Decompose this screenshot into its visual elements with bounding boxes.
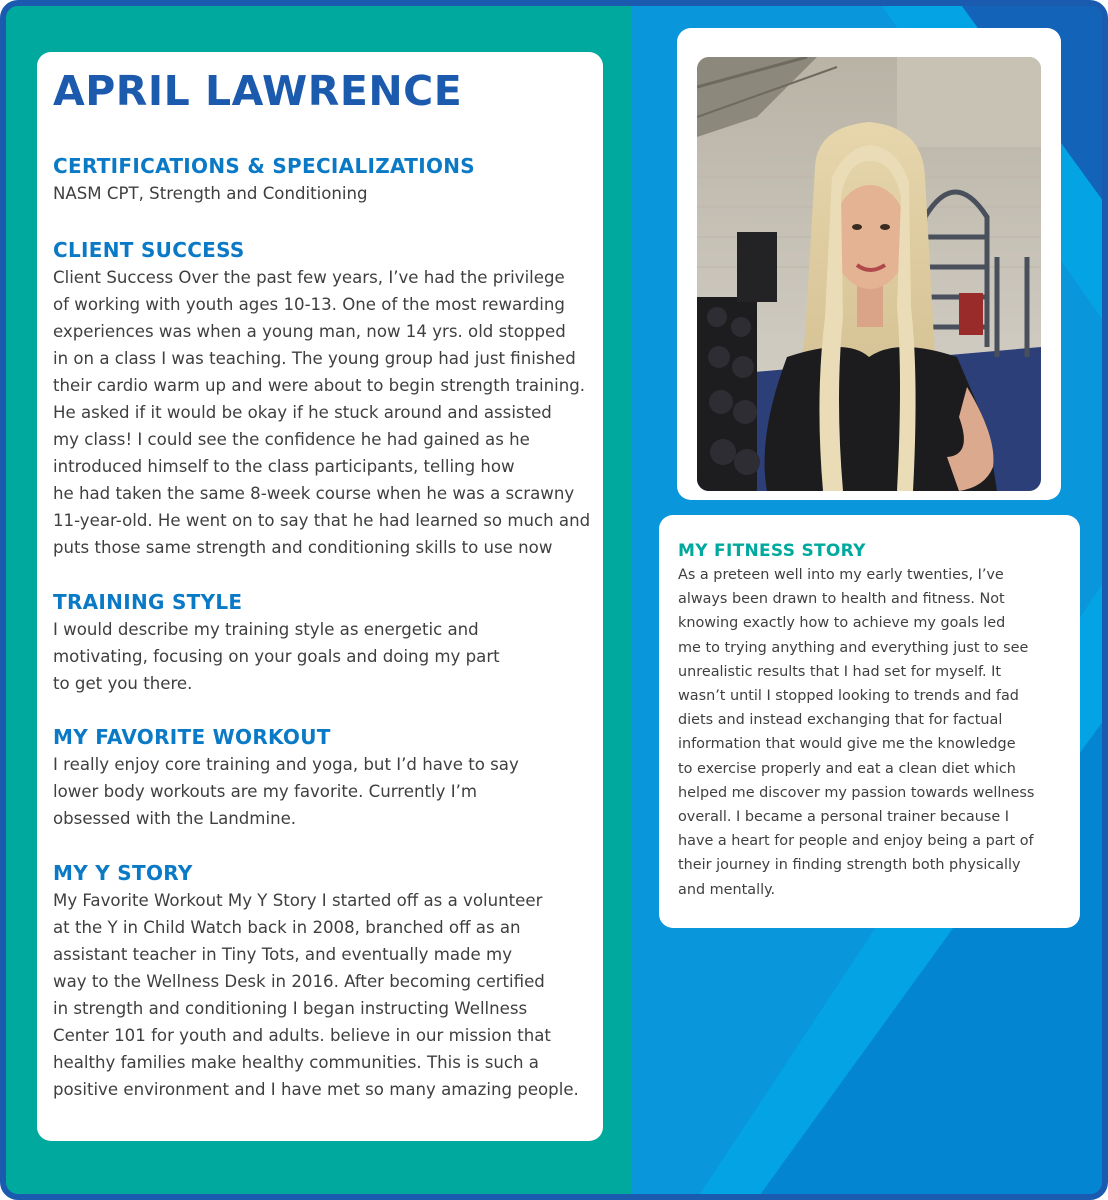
certifications-text: NASM CPT, Strength and Conditioning (53, 184, 368, 203)
client-success-text: Client Success Over the past few years, I’ve had the privilege of working with youth ages 10-13. One of the most rewarding experiences was when a young man, now 14 yrs. old stopped in on a class I was teaching. The young group had just finished their cardio warm up and were about to begin strength training. He asked if it would be okay if he stuck around and assisted my class! I could see the confidence he had gained as he introduced himself to the class participants, telling how he had taken the same 8-week course when he was a scrawny 11-year-old. He went on to say that he had learned so much and puts those same strength and conditioning skills to use now (53, 268, 591, 557)
fitness-story-text: As a preteen well into my early twenties, I’ve always been drawn to health and fitness. Not knowing exactly how to achieve my goals led me to trying anything and everything just to see unrealistic results that I had set for myself. It wasn’t until I stopped looking to trends and fad diets and instead exchanging that for factual information that would give me the knowledge to exercise properly and eat a clean diet which helped me discover my passion towards wellness overall. I became a personal trainer because I have a heart for people and enjoy being a part of their journey in finding strength both physically and mentally. (678, 567, 1035, 898)
fitness-story-card (659, 515, 1080, 928)
client-success-heading: CLIENT SUCCESS (53, 238, 245, 262)
trainer-photo (697, 57, 1041, 491)
trainer-photo-illustration (697, 57, 1041, 491)
photo-card (677, 28, 1061, 500)
favorite-workout-heading: MY FAVORITE WORKOUT (53, 725, 331, 749)
training-style-text: I would describe my training style as energetic and motivating, focusing on your goals and doing my part to get you there. (53, 620, 500, 693)
fitness-story-heading: MY FITNESS STORY (678, 541, 866, 561)
training-style-heading: TRAINING STYLE (53, 590, 243, 614)
y-story-text: My Favorite Workout My Y Story I started off as a volunteer at the Y in Child Watch back in 2008, branched off as an assistant teacher in Tiny Tots, and eventually made my way to the Wellness Desk in 2016. After becoming certified in strength and conditioning I began instructing Wellness Center 101 for youth and adults. believe in our mission that healthy families make healthy communities. This is such a positive environment and I have met so many amazing people. (53, 891, 579, 1099)
certifications-heading: CERTIFICATIONS & SPECIALIZATIONS (53, 154, 475, 178)
y-story-heading: MY Y STORY (53, 861, 193, 885)
certifications-section (53, 152, 593, 207)
bio-card (37, 52, 603, 1141)
client-success-section (53, 236, 593, 561)
y-story-section (53, 859, 593, 1103)
favorite-workout-text: I really enjoy core training and yoga, but I’d have to say lower body workouts are my favorite. Currently I’m obsessed with the Landmine. (53, 755, 519, 828)
trainer-name: APRIL LAWRENCE (53, 67, 463, 115)
favorite-workout-section (53, 723, 593, 832)
training-style-section (53, 588, 593, 697)
